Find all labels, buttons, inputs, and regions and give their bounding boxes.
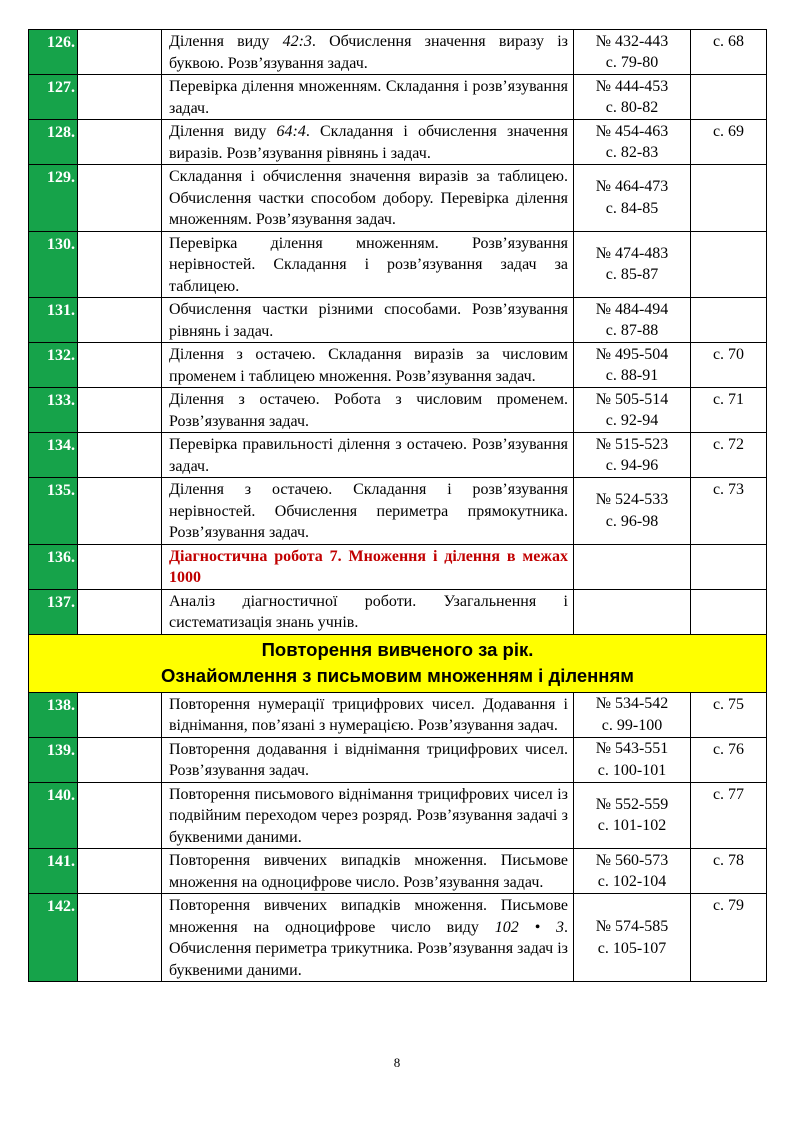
topic-text: Перевірка правильності ділення з остачею. Розв’язування задач. <box>169 436 568 475</box>
lesson-topic <box>162 165 574 232</box>
workbook-page: с. 72 <box>691 433 767 478</box>
lesson-topic <box>162 544 574 589</box>
exercises-cell <box>574 165 691 232</box>
exercise-ref: № 560-573 <box>595 851 669 869</box>
exercise-ref: с. 94-96 <box>605 457 659 474</box>
exercise-ref: № 444-453 <box>595 77 669 95</box>
topic-text: Ділення виду <box>169 33 283 50</box>
exercises-cell <box>574 782 691 849</box>
topic-text: Ділення виду <box>169 123 277 140</box>
exercises-cell <box>574 692 691 737</box>
date-cell <box>78 433 162 478</box>
workbook-page: с. 77 <box>691 782 767 849</box>
lesson-topic <box>162 388 574 433</box>
lesson-number: 138. <box>29 692 78 737</box>
topic-text: 42:3 <box>282 33 312 50</box>
lesson-topic <box>162 30 574 75</box>
lesson-row <box>29 343 767 388</box>
lesson-number: 130. <box>29 231 78 298</box>
topic-text: Повторення вивчених випадків множення. Письмове множення на одноцифрове число виду <box>169 897 568 936</box>
topic-text: . Складання і обчислення значення виразів. Розв’язування рівнянь і задач. <box>169 123 568 162</box>
exercise-ref: с. 96-98 <box>605 512 659 530</box>
workbook-page: с. 75 <box>691 692 767 737</box>
topic-text: Перевірка ділення множенням. Розв’язування нерівностей. Складання і розв’язування задач за таблицею. <box>169 234 568 295</box>
lesson-topic <box>162 478 574 545</box>
workbook-page <box>691 544 767 589</box>
exercise-ref: № 495-504 <box>595 345 669 363</box>
topic-text: 64:4 <box>276 123 306 140</box>
date-cell <box>78 298 162 343</box>
workbook-page <box>691 75 767 120</box>
lesson-number: 137. <box>29 589 78 634</box>
topic-text: 102 • 3 <box>494 918 564 936</box>
date-cell <box>78 589 162 634</box>
exercise-ref: с. 79-80 <box>605 54 659 71</box>
lesson-number: 129. <box>29 165 78 232</box>
lesson-number: 136. <box>29 544 78 589</box>
lesson-topic <box>162 75 574 120</box>
lesson-topic <box>162 231 574 298</box>
exercises-cell <box>574 478 691 545</box>
lesson-row <box>29 692 767 737</box>
workbook-page: с. 73 <box>691 478 767 545</box>
lesson-row <box>29 433 767 478</box>
lesson-topic <box>162 737 574 782</box>
section-heading <box>29 634 767 692</box>
lesson-number: 126. <box>29 30 78 75</box>
exercises-cell <box>574 30 691 75</box>
topic-text: Ділення з остачею. Робота з числовим променем. Розв’язування задач. <box>169 391 568 430</box>
exercise-ref: № 474-483 <box>595 244 669 262</box>
lesson-topic <box>162 849 574 894</box>
lesson-number: 133. <box>29 388 78 433</box>
lesson-row <box>29 298 767 343</box>
lesson-row <box>29 120 767 165</box>
exercise-ref: № 454-463 <box>595 122 669 140</box>
topic-text: Перевірка ділення множенням. Складання і розв’язування задач. <box>169 78 568 117</box>
workbook-page: с. 79 <box>691 894 767 982</box>
exercise-ref: с. 84-85 <box>605 199 659 217</box>
lesson-row <box>29 388 767 433</box>
lesson-topic <box>162 433 574 478</box>
exercise-ref: с. 102-104 <box>597 873 667 890</box>
exercises-cell <box>574 75 691 120</box>
date-cell <box>78 231 162 298</box>
workbook-page: с. 78 <box>691 849 767 894</box>
exercise-ref: № 484-494 <box>595 300 669 318</box>
exercise-ref: с. 82-83 <box>605 144 659 161</box>
date-cell <box>78 478 162 545</box>
date-cell <box>78 737 162 782</box>
lesson-row <box>29 544 767 589</box>
section-heading-line: Ознайомлення з письмовим множенням і діленням <box>161 665 634 686</box>
exercises-cell <box>574 388 691 433</box>
lesson-row <box>29 231 767 298</box>
exercises-cell <box>574 849 691 894</box>
lesson-number: 134. <box>29 433 78 478</box>
lesson-number: 131. <box>29 298 78 343</box>
exercises-cell <box>574 544 691 589</box>
date-cell <box>78 544 162 589</box>
lesson-number: 139. <box>29 737 78 782</box>
exercise-ref: № 534-542 <box>595 695 669 712</box>
lesson-row <box>29 478 767 545</box>
exercises-cell <box>574 298 691 343</box>
lesson-plan-table <box>28 29 767 982</box>
date-cell <box>78 75 162 120</box>
lesson-topic <box>162 298 574 343</box>
topic-text: Повторення нумерації трицифрових чисел. Додавання і віднімання, пов’язані з нумерацією. Розв’язування задач. <box>169 695 568 734</box>
exercise-ref: с. 105-107 <box>597 939 667 957</box>
date-cell <box>78 388 162 433</box>
date-cell <box>78 343 162 388</box>
workbook-page <box>691 231 767 298</box>
workbook-page: с. 76 <box>691 737 767 782</box>
lesson-row <box>29 782 767 849</box>
lesson-row <box>29 737 767 782</box>
exercise-ref: с. 80-82 <box>605 99 659 116</box>
exercise-ref: с. 88-91 <box>605 367 659 384</box>
lesson-topic <box>162 782 574 849</box>
date-cell <box>78 165 162 232</box>
section-heading-line: Повторення вивченого за рік. <box>261 639 534 660</box>
topic-text: Повторення вивчених випадків множення. Письмове множення на одноцифрове число. Розв’язування задач. <box>169 852 568 891</box>
exercise-ref: № 515-523 <box>595 435 669 453</box>
exercises-cell <box>574 433 691 478</box>
date-cell <box>78 849 162 894</box>
lesson-row <box>29 75 767 120</box>
topic-text: Повторення додавання і віднімання трицифрових чисел. Розв’язування задач. <box>169 740 568 779</box>
topic-text: Складання і обчислення значення виразів за таблицею. Обчислення частки способом добору. Перевірка ділення множенням. Розв’язування задач. <box>169 168 568 228</box>
page-number: 8 <box>393 1055 401 1070</box>
exercise-ref: № 552-559 <box>595 795 669 813</box>
lesson-number: 128. <box>29 120 78 165</box>
date-cell <box>78 692 162 737</box>
exercise-ref: № 432-443 <box>595 32 669 50</box>
workbook-page <box>691 589 767 634</box>
workbook-page <box>691 165 767 232</box>
lesson-row <box>29 165 767 232</box>
exercise-ref: с. 85-87 <box>605 266 659 284</box>
exercise-ref: с. 87-88 <box>605 322 659 339</box>
workbook-page <box>691 298 767 343</box>
lesson-number: 135. <box>29 478 78 545</box>
workbook-page: с. 68 <box>691 30 767 75</box>
lesson-topic <box>162 343 574 388</box>
topic-text: Діагностична робота 7. Множення і ділення в межах 1000 <box>169 547 568 586</box>
exercises-cell <box>574 737 691 782</box>
exercises-cell <box>574 231 691 298</box>
date-cell <box>78 30 162 75</box>
lesson-topic <box>162 589 574 634</box>
exercises-cell <box>574 894 691 982</box>
exercises-cell <box>574 589 691 634</box>
lesson-row <box>29 589 767 634</box>
topic-text: Аналіз діагностичної роботи. Узагальнення і систематизація знань учнів. <box>169 592 568 631</box>
exercise-ref: с. 101-102 <box>597 817 667 835</box>
exercise-ref: № 574-585 <box>595 918 669 935</box>
workbook-page: с. 71 <box>691 388 767 433</box>
exercise-ref: № 505-514 <box>595 390 669 408</box>
topic-text: Обчислення частки різними способами. Розв’язування рівнянь і задач. <box>169 301 568 340</box>
exercises-cell <box>574 120 691 165</box>
exercise-ref: с. 100-101 <box>597 761 667 779</box>
lesson-number: 140. <box>29 782 78 849</box>
topic-text: Ділення з остачею. Складання і розв’язування нерівностей. Обчислення периметра прямокутника. Розв’язування задач. <box>169 481 568 541</box>
exercise-ref: № 543-551 <box>595 740 669 757</box>
topic-text: Ділення з остачею. Складання виразів за числовим променем і таблицею множення. Розв’язування задач. <box>169 346 568 385</box>
exercise-ref: с. 99-100 <box>601 716 663 734</box>
exercise-ref: № 524-533 <box>595 491 669 509</box>
exercises-cell <box>574 343 691 388</box>
exercise-ref: с. 92-94 <box>605 412 659 429</box>
lesson-row <box>29 894 767 982</box>
date-cell <box>78 894 162 982</box>
topic-text: . Обчислення периметра трикутника. Розв’язування задач із буквеними даними. <box>169 918 568 979</box>
topic-text: Повторення письмового віднімання трицифрових чисел із подвійним переходом через розряд. Розв’язування задачі з буквеними даними. <box>169 785 568 846</box>
lesson-topic <box>162 692 574 737</box>
lesson-number: 141. <box>29 849 78 894</box>
date-cell <box>78 782 162 849</box>
lesson-topic <box>162 894 574 982</box>
workbook-page: с. 69 <box>691 120 767 165</box>
exercise-ref: № 464-473 <box>595 178 669 196</box>
section-row <box>29 634 767 692</box>
topic-text: . Обчислення значення виразу із буквою. Розв’язування задач. <box>169 33 568 72</box>
lesson-number: 127. <box>29 75 78 120</box>
lesson-row <box>29 30 767 75</box>
workbook-page: с. 70 <box>691 343 767 388</box>
lesson-topic <box>162 120 574 165</box>
lesson-row <box>29 849 767 894</box>
lesson-number: 142. <box>29 894 78 982</box>
lesson-number: 132. <box>29 343 78 388</box>
date-cell <box>78 120 162 165</box>
